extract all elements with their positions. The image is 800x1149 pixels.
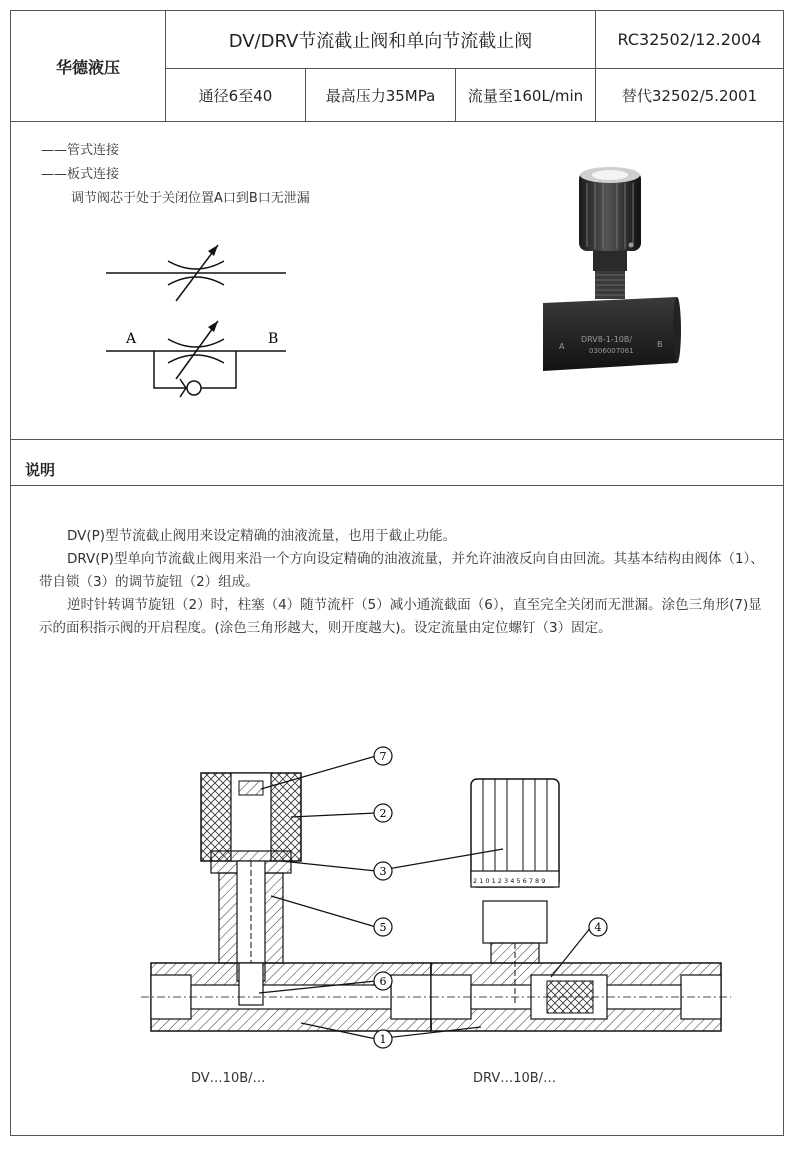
section-divider-top bbox=[11, 439, 783, 440]
spec-flow: 流量至160L/min bbox=[456, 69, 596, 121]
svg-text:6: 6 bbox=[379, 975, 387, 988]
drv-knob-scale: 2 1 0 1 2 3 4 5 6 7 8 9 bbox=[473, 877, 546, 885]
caption-drv: DRV…10B/… bbox=[473, 1071, 557, 1086]
callout-6 bbox=[374, 972, 392, 990]
svg-text:1: 1 bbox=[379, 1033, 387, 1046]
datasheet-page bbox=[10, 10, 784, 1136]
document-title: DV/DRV节流截止阀和单向节流截止阀 bbox=[166, 11, 596, 69]
feature-plate-connection: ——板式连接 bbox=[41, 167, 120, 182]
svg-text:7: 7 bbox=[379, 750, 387, 763]
photo-body-text-1: DRV8-1-10B/ bbox=[581, 335, 633, 344]
header-divider bbox=[11, 121, 783, 122]
callout-7 bbox=[374, 747, 392, 765]
description-paragraph-2: DRV(P)型单向节流截止阀用来沿一个方向设定精确的油液流量，并允许油液反向自由回流。其基本结构由阀体（1）、带自锁（3）的调节旋钮（2）组成。 bbox=[39, 551, 764, 590]
callout-1 bbox=[374, 1030, 392, 1048]
sectional-drawings bbox=[131, 731, 751, 1061]
drv-section-drawing bbox=[431, 779, 731, 1031]
photo-body-text-2: 0306007061 bbox=[589, 347, 634, 355]
svg-text:2: 2 bbox=[379, 807, 387, 820]
header-table bbox=[11, 11, 783, 121]
feature-no-leakage: 调节阀芯于处于关闭位置A口到B口无泄漏 bbox=[71, 191, 310, 206]
caption-dv: DV…10B/… bbox=[191, 1071, 266, 1086]
callout-4 bbox=[589, 918, 607, 936]
callout-5 bbox=[374, 918, 392, 936]
product-photo bbox=[531, 161, 681, 376]
symbol-port-b: B bbox=[268, 331, 279, 347]
description-paragraph-3: 逆时针转调节旋钮（2）时，柱塞（4）随节流杆（5）减小通流截面（6），直至完全关闭而无泄漏。涂色三角形(7)显示的面积指示阀的开启程度。(涂色三角形越大，则开度越大)。设定流量由定位螺钉（3）固定。 bbox=[39, 597, 762, 636]
photo-port-b: B bbox=[657, 340, 663, 349]
hydraulic-symbol bbox=[106, 233, 306, 403]
svg-text:5: 5 bbox=[379, 921, 387, 934]
document-code: RC32502/12.2004 bbox=[596, 11, 783, 69]
spec-replaces: 替代32502/5.2001 bbox=[621, 86, 758, 105]
description-heading: 说明 bbox=[25, 461, 56, 479]
description-paragraph-1: DV(P)型节流截止阀用来设定精确的油液流量，也用于截止功能。 bbox=[67, 528, 457, 544]
feature-pipe-connection: ——管式连接 bbox=[41, 143, 120, 158]
callout-2 bbox=[374, 804, 392, 822]
section-divider-bottom bbox=[11, 485, 783, 486]
photo-port-a: A bbox=[559, 342, 565, 351]
spec-pressure: 最高压力35MPa bbox=[306, 69, 456, 121]
symbol-port-a: A bbox=[126, 331, 137, 347]
spec-size: 通径6至40 bbox=[166, 69, 306, 121]
svg-text:3: 3 bbox=[379, 865, 387, 878]
brand-name: 华德液压 bbox=[11, 11, 166, 121]
svg-text:4: 4 bbox=[594, 921, 602, 934]
callout-3 bbox=[374, 862, 392, 880]
